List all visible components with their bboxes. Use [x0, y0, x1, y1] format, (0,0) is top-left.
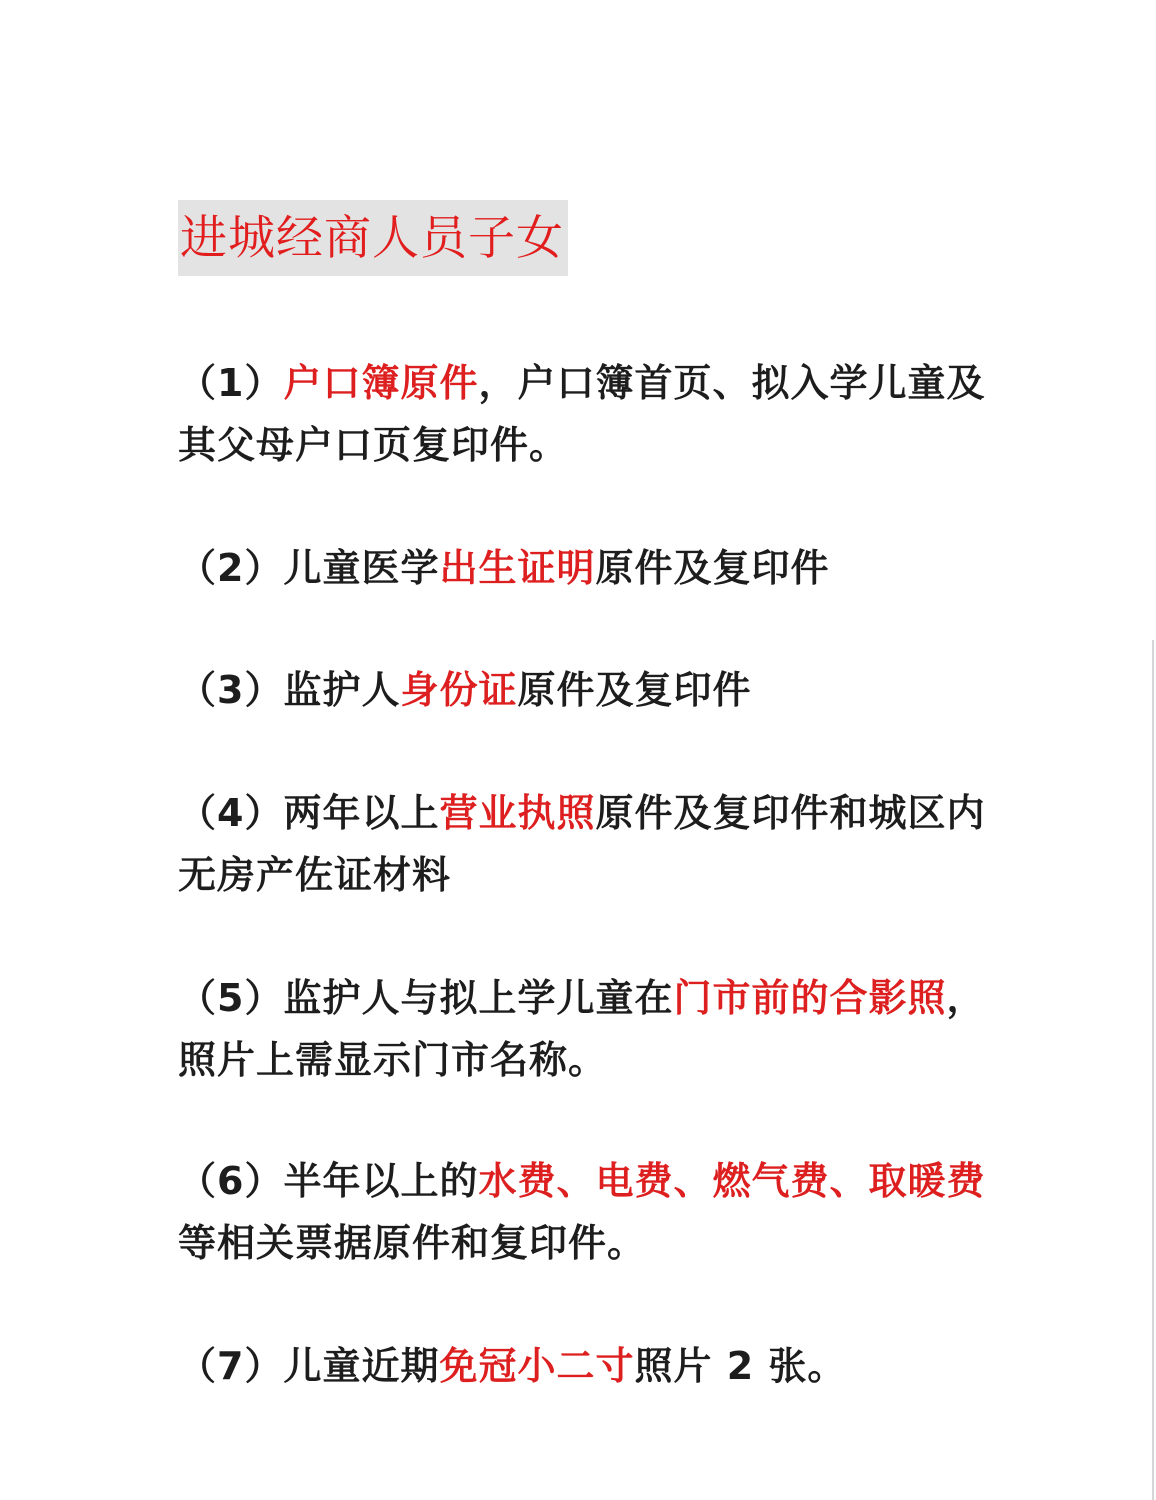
list-item-6	[178, 1150, 998, 1274]
item-number: （3）	[178, 668, 284, 712]
item-text: 儿童近期	[283, 1344, 440, 1388]
item-text: 半年以上的	[283, 1159, 479, 1203]
item-text: ，户口簿首页、拟入学儿童及其父母户口页复印件。	[178, 361, 986, 467]
highlight-text: 出生证明	[439, 546, 596, 590]
highlight-text: 身份证	[400, 668, 518, 712]
list-item-1	[178, 352, 998, 476]
item-text: 两年以上	[283, 791, 440, 835]
list-item-4	[178, 782, 998, 906]
item-number: （6）	[178, 1159, 284, 1203]
list-item-5	[178, 967, 998, 1091]
item-text: 原件及复印件和城区内无房产佐证材料	[178, 791, 986, 897]
item-text: 原件及复印件	[517, 668, 752, 712]
item-number: （1）	[178, 361, 284, 405]
item-text: ，照片上需显示门市名称。	[178, 976, 986, 1082]
highlight-text: 门市前的合影照	[673, 976, 947, 1020]
item-text: 等相关票据原件和复印件。	[178, 1221, 647, 1265]
highlight-text: 免冠小二寸	[439, 1344, 635, 1388]
item-number: （7）	[178, 1344, 284, 1388]
page-edge-divider	[1152, 640, 1154, 1500]
item-text: 原件及复印件	[595, 546, 830, 590]
item-text: 照片 2 张。	[634, 1344, 847, 1388]
item-text: 儿童医学	[283, 546, 440, 590]
item-text: 监护人与拟上学儿童在	[283, 976, 674, 1020]
list-item-7	[178, 1335, 998, 1397]
item-text: 监护人	[283, 668, 401, 712]
item-number: （4）	[178, 791, 284, 835]
highlight-text: 营业执照	[439, 791, 596, 835]
item-number: （2）	[178, 546, 284, 590]
list-item-2	[178, 537, 998, 599]
title-highlight	[178, 200, 568, 276]
highlight-text: 水费、电费、燃气费、取暖费	[478, 1159, 986, 1203]
item-number: （5）	[178, 976, 284, 1020]
highlight-text: 户口簿原件	[283, 361, 479, 405]
list-item-3	[178, 659, 998, 721]
document-title: 进城经商人员子女	[180, 210, 564, 266]
